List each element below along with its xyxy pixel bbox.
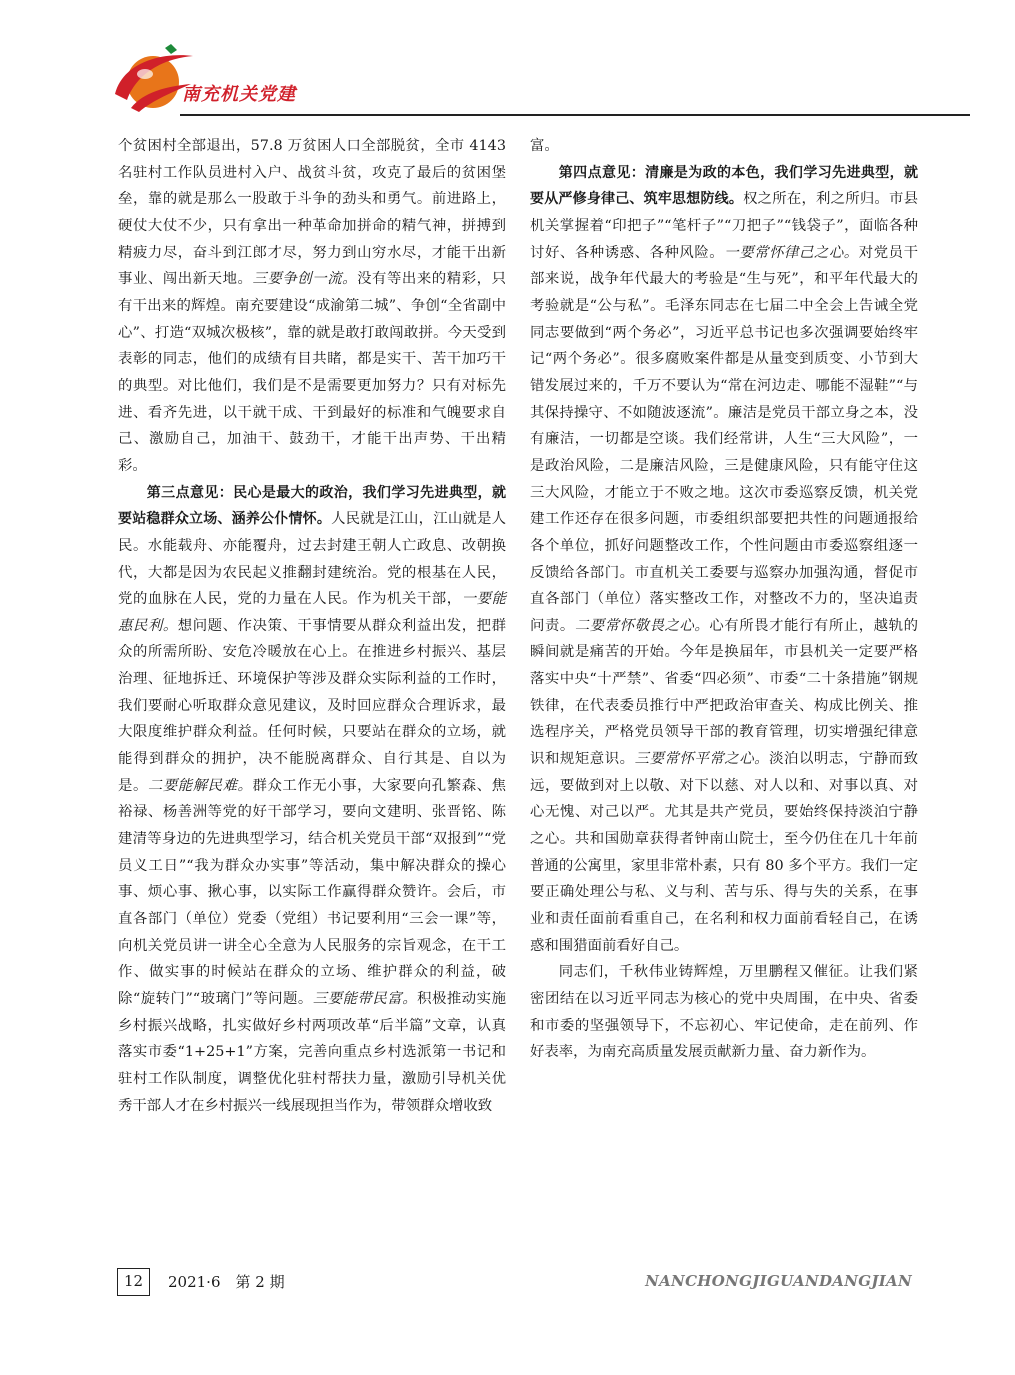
body-text: 没有等出来的精彩，只有干出来的辉煌。南充要建设“成渝第二城”、争创“全省副中心”、打造“双城次极核”，靠的就是敢打敢闯敢拼。今天受到表彰的同志，他们的成绩有目共睹，都是实干、苦干加巧干的典型。对比他们，我们是不是需要更加努力？只有对标先进、看齐先进，以干就干成、干到最好的标准和气魄要求自己、激励自己，加油干、鼓劲干，才能干出声势、干出精彩。 bbox=[118, 271, 506, 474]
body-text: 对党员干部来说，战争年代最大的考验是“生与死”，和平年代最大的考验就是“公与私”。毛泽东同志在七届二中全会上告诫全党同志要做到“两个务必”，习近平总书记也多次强调要始终牢记“两个务必”。很多腐败案件都是从量变到质变、小节到大错发展过来的，千万不要认为“常在河边走、哪能不湿鞋”“与其保持操守、不如随波逐流”。廉洁是党员干部立身之本，没有廉洁，一切都是空谈。我们经常讲，人生“三大风险”，一是政治风险，二是廉洁风险，三是健康风险，只有能守住这三大风险，才能立于不败之地。这次市委巡察反馈，机关党建工作还存在很多问题，市委组织部要把共性的问题通报给各个单位，抓好问题整改工作，个性问题由市委巡察组逐一反馈给各部门。市直机关工委要与巡察办加强沟通，督促市直各部门（单位）落实整改工作，对整改不力的，坚决追责问责。 bbox=[530, 244, 918, 634]
body-text: 人民就是江山，江山就是人民。水能载舟、亦能覆舟，过去封建王朝人亡政息、改朝换代，大都是因为农民起义推翻封建统治。党的根基在人民，党的血脉在人民，党的力量在人民。作为机关干部， bbox=[118, 511, 506, 608]
body-text: 想问题、作决策、干事情要从群众利益出发，把群众的所需所盼、安危冷暖放在心上。在推进乡村振兴、基层治理、征地拆迁、环境保护等涉及群众实际利益的工作时，我们要耐心听取群众意见建议，及时回应群众合理诉求，最大限度维护群众利益。任何时候，只要站在群众的立场，就能得到群众的拥护，决不能脱离群众、自行其是、自以为是。 bbox=[118, 617, 506, 794]
point-emphasis: 三要能带民富。 bbox=[312, 991, 418, 1007]
point-emphasis: 二要常怀敬畏之心。 bbox=[574, 617, 710, 634]
right-column bbox=[530, 133, 918, 1066]
paragraph-4 bbox=[530, 160, 918, 960]
paragraph-1 bbox=[118, 133, 506, 480]
issue-info: 2021·6 第 2 期 bbox=[168, 1273, 285, 1291]
body-text: 心有所畏才能行有所止，越轨的瞬间就是痛苦的开始。今年是换届年，市县机关一定要严格落实中央“十严禁”、省委“四必须”、市委“二十条措施”钢规铁律，在代表委员推行中严把政治审查关、构成比例关、推选程序关，严格党员领导干部的教育管理，切实增强纪律意识和规矩意识。 bbox=[530, 617, 918, 768]
point-emphasis: 三要常怀平常之心。 bbox=[634, 751, 770, 768]
paragraph-2 bbox=[118, 480, 506, 1120]
journal-brand: 南充机关党建 bbox=[182, 84, 296, 105]
page-number: 12 bbox=[117, 1268, 150, 1296]
point-emphasis: 二要能解民难。 bbox=[147, 777, 253, 794]
point-emphasis: 一要常怀律己之心。 bbox=[724, 244, 859, 261]
header-rule bbox=[180, 114, 970, 116]
body-text: 权之所在，利之所归。市县机关掌握着“印把子”“笔杆子”“刀把子”“钱袋子”，面临各种讨好、各种诱惑、各种风险。 bbox=[530, 191, 918, 261]
page-footer bbox=[0, 1268, 1015, 1308]
point-emphasis: 三要争创一流。 bbox=[252, 271, 358, 288]
section-heading: 第三点意见：民心是最大的政治，我们学习先进典型，就要站稳群众立场、涵养公仆情怀。 bbox=[118, 484, 506, 528]
left-column bbox=[118, 133, 506, 1119]
paragraph-3 bbox=[530, 133, 918, 160]
body-text: 富。 bbox=[530, 138, 559, 154]
section-heading: 第四点意见：清廉是为政的本色，我们学习先进典型，就要从严修身律己、筑牢思想防线。 bbox=[530, 164, 918, 208]
point-emphasis: 一要能惠民利。 bbox=[118, 591, 506, 634]
page-header bbox=[0, 0, 1015, 125]
body-text: 群众工作无小事，大家要向孔繁森、焦裕禄、杨善洲等党的好干部学习，要向文建明、张晋铭、陈建清等身边的先进典型学习，结合机关党员干部“双报到”“党员义工日”“我为群众办实事”等活动，集中解决群众的操心事、烦心事、揪心事，以实际工作赢得群众赞许。会后，市直各部门（单位）党委（党组）书记要利用“三会一课”等，向机关党员讲一讲全心全意为人民服务的宗旨观念，在干工作、做实事的时候站在群众的立场、维护群众的利益，破除“旋转门”“玻璃门”等问题。 bbox=[118, 777, 506, 1007]
body-text: 个贫困村全部退出，57.8 万贫困人口全部脱贫，全市 4143 名驻村工作队员进村入户、战贫斗贫，攻克了最后的贫困堡垒，靠的就是那么一股敢于斗争的劲头和勇气。前进路上，硬仗大仗不少，只有拿出一种革命加拼命的精气神，拼搏到精疲力尽，奋斗到江郎才尽，努力到山穷水尽，才能干出新事业、闯出新天地。 bbox=[118, 138, 506, 288]
journal-latin-name: NANCHONGJIGUANDANGJIAN bbox=[645, 1272, 912, 1290]
closing-paragraph: 同志们，千秋伟业铸辉煌，万里鹏程又催征。让我们紧密团结在以习近平同志为核心的党中央周围，在中央、省委和市委的坚强领导下，不忘初心、牢记使命，走在前列、作好表率，为南充高质量发展贡献新力量、奋力新作为。 bbox=[530, 964, 918, 1061]
body-text: 淡泊以明志，宁静而致远，要做到对上以敬、对下以慈、对人以和、对事以真、对心无愧、对己以严。尤其是共产党员，要始终保持淡泊宁静之心。共和国勋章获得者钟南山院士，至今仍住在几十年前普通的公寓里，家里非常朴素，只有 80 多个平方。我们一定要正确处理公与私、义与利、苦与乐、得与失的关系，在事业和责任面前看重自己，在名利和权力面前看轻自己，在诱惑和围猎面前看好自己。 bbox=[530, 751, 918, 954]
body-text: 积极推动实施乡村振兴战略，扎实做好乡村两项改革“后半篇”文章，认真落实市委“1+25+1”方案，完善向重点乡村选派第一书记和驻村工作队制度，调整优化驻村帮扶力量，激励引导机关优秀干部人才在乡村振兴一线展现担当作为，带领群众增收致 bbox=[118, 991, 506, 1114]
